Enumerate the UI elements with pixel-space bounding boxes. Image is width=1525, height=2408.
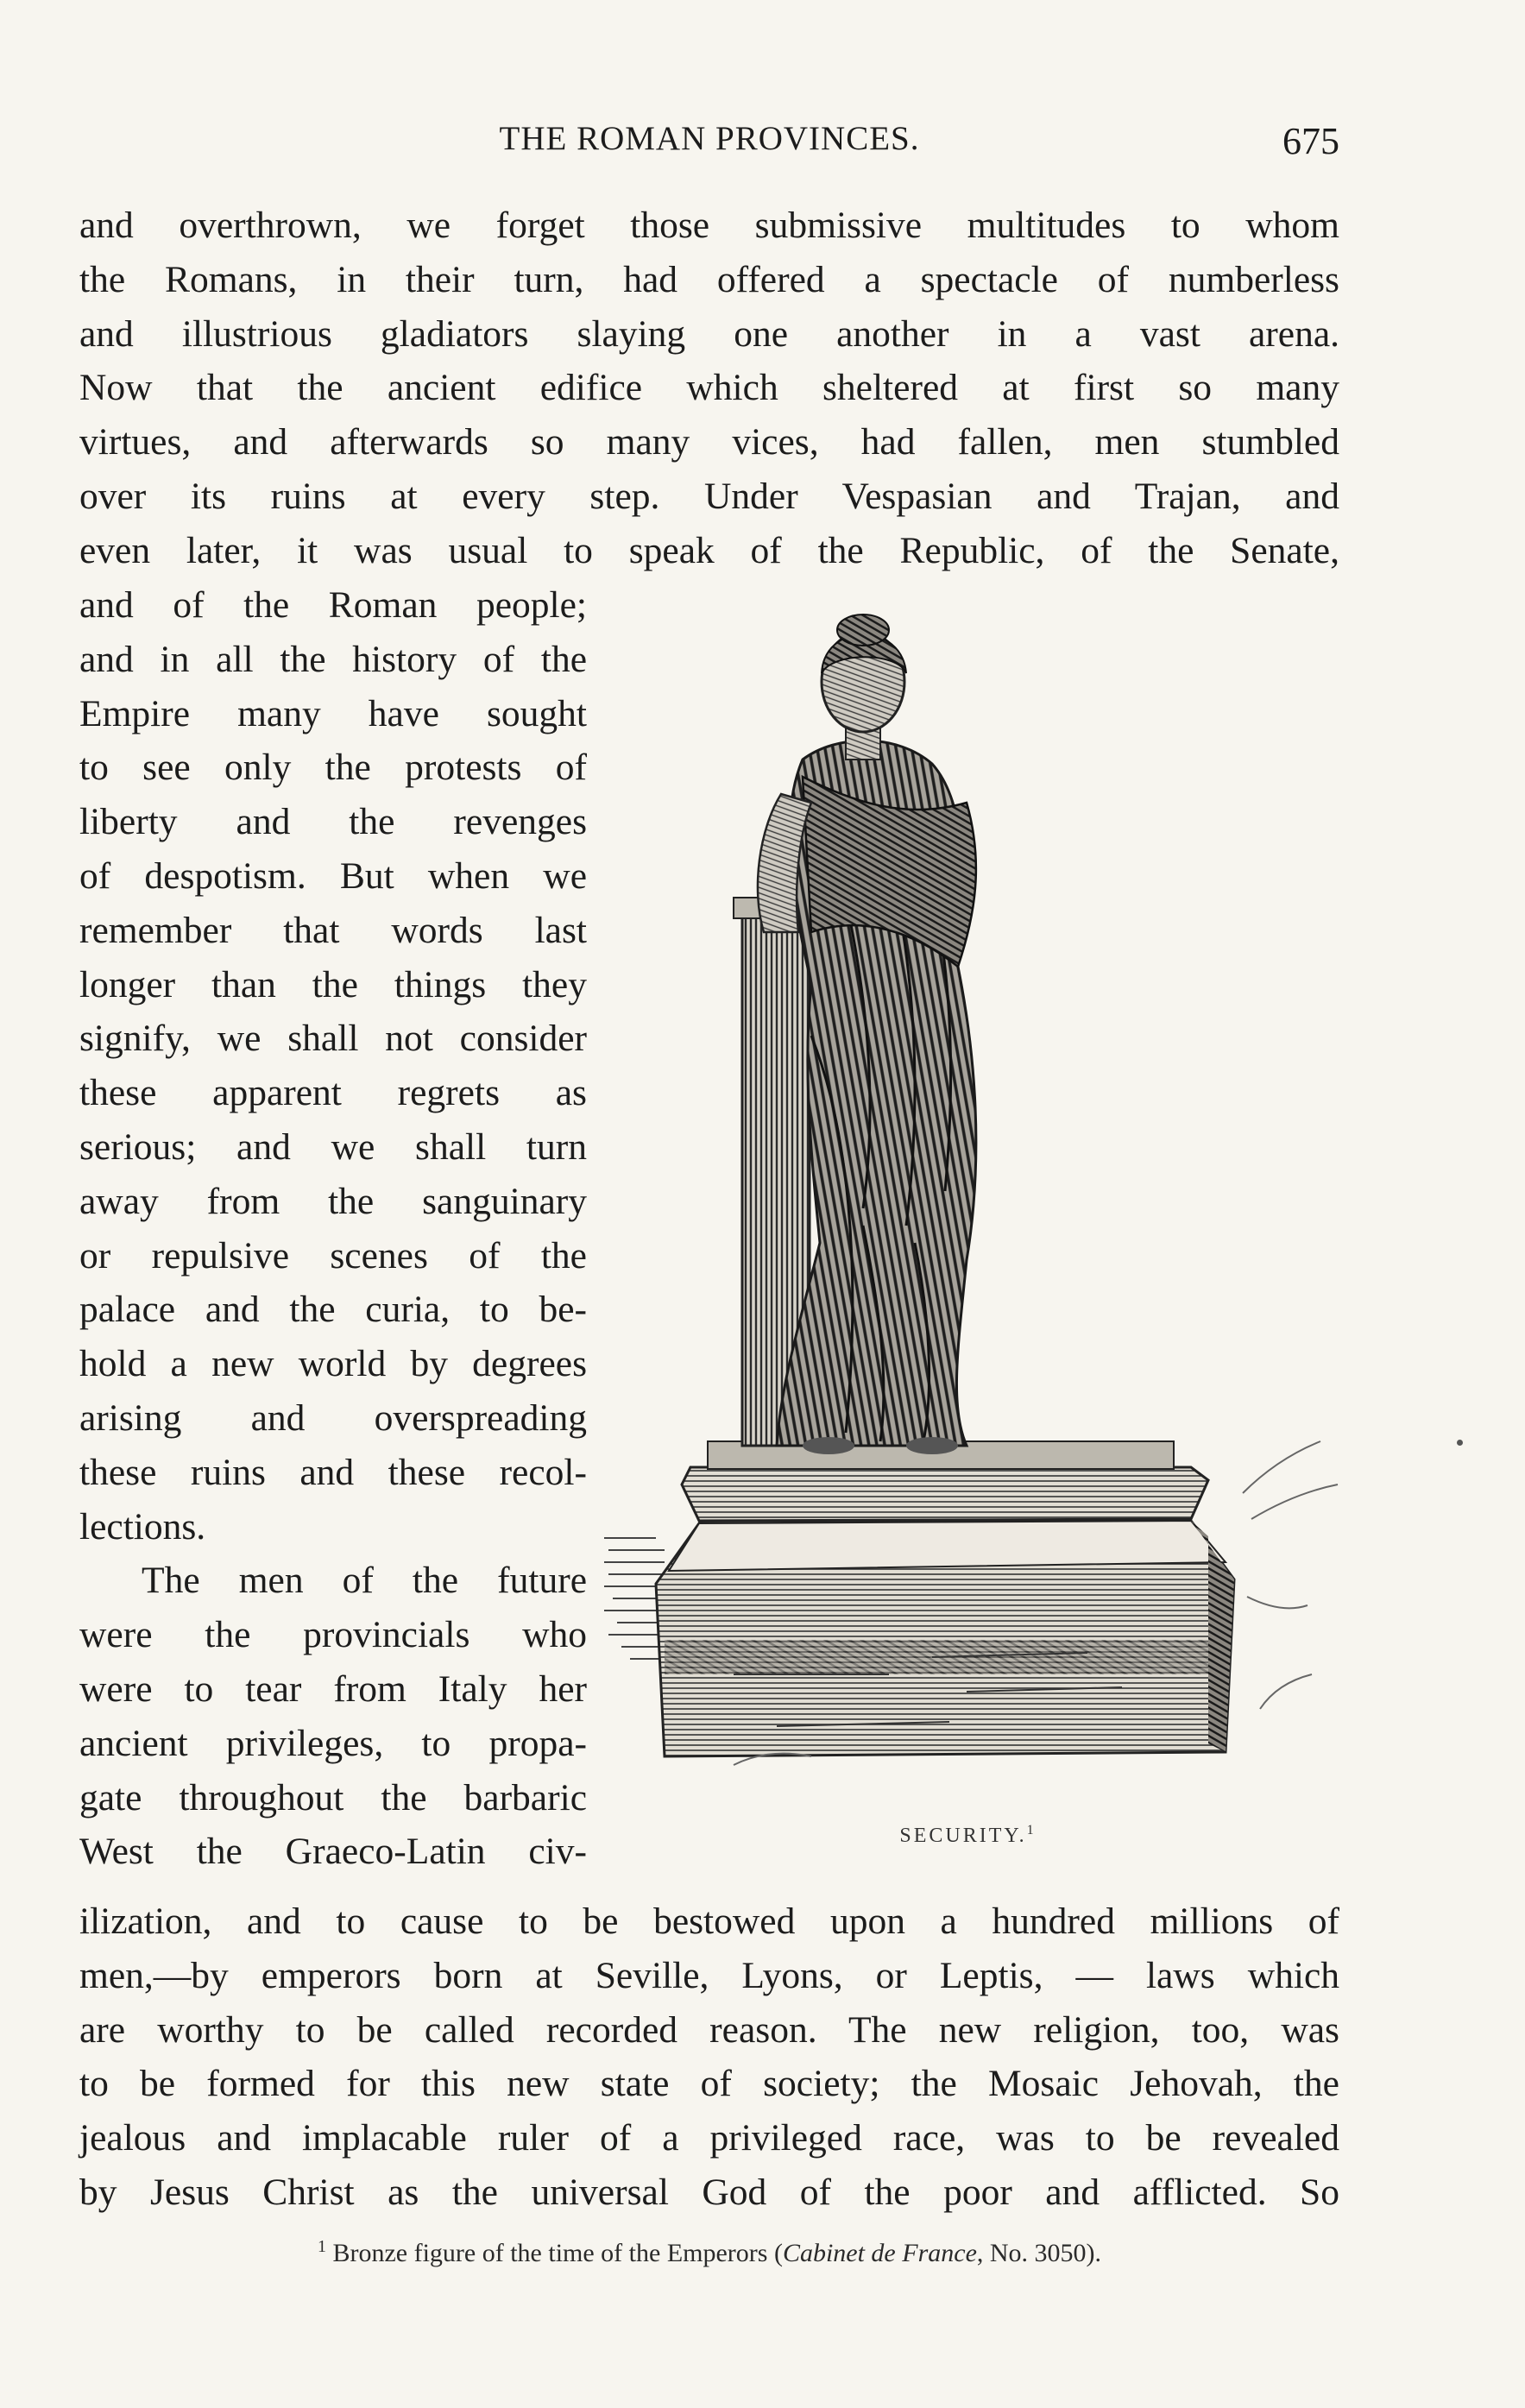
text-line: and of the Roman people; xyxy=(79,584,587,626)
text-line: West the Graeco-Latin civ- xyxy=(79,1831,587,1873)
body-text-bottom xyxy=(79,1894,1339,2220)
footnote-mark: 1 xyxy=(317,2237,326,2256)
text-line: Now that the ancient edifice which sheltered at first so many xyxy=(79,367,1339,409)
running-head xyxy=(79,119,1339,164)
figure-caption-text: SECURITY. xyxy=(899,1825,1027,1847)
text-line: and in all the history of the xyxy=(79,638,587,680)
text-line: these apparent regrets as xyxy=(79,1072,587,1114)
footnote-text: Bronze figure of the time of the Emperors ( xyxy=(332,2239,783,2267)
text-line: jealous and implacable ruler of a privileged race, was to be revealed xyxy=(79,2117,1339,2159)
text-line: and illustrious gladiators slaying one another in a vast arena. xyxy=(79,312,1339,355)
statue-engraving xyxy=(604,604,1346,1821)
text-line: men,—by emperors born at Seville, Lyons, or Leptis, — laws which xyxy=(79,1954,1339,1996)
text-line: to see only the protests of xyxy=(79,747,587,789)
text-line: remember that words last xyxy=(79,909,587,951)
plinth xyxy=(682,1467,1208,1521)
text-line: these ruins and these recol- xyxy=(79,1451,587,1493)
text-line: liberty and the revenges xyxy=(79,801,587,843)
text-line: and overthrown, we forget those submissive multitudes to whom xyxy=(79,205,1339,246)
text-line: palace and the curia, to be- xyxy=(79,1289,587,1331)
text-line: to be formed for this new state of society; the Mosaic Jehovah, the xyxy=(79,2063,1339,2105)
text-line: even later, it was usual to speak of the Republic, of the Senate, xyxy=(79,529,1339,571)
text-line: over its ruins at every step. Under Vespasian and Trajan, and xyxy=(79,475,1339,517)
running-title: THE ROMAN PROVINCES. xyxy=(499,120,920,157)
text-line: were to tear from Italy her xyxy=(79,1667,587,1710)
footnote-italic-title: Cabinet de France xyxy=(782,2239,977,2267)
text-line: by Jesus Christ as the universal God of the poor and afflicted. So xyxy=(79,2171,1339,2213)
text-line: arising and overspreading xyxy=(79,1396,587,1439)
figure-caption-note-mark: 1 xyxy=(1026,1823,1034,1838)
footnote xyxy=(79,2237,1339,2268)
footnote-text-end: , No. 3050). xyxy=(976,2239,1102,2267)
text-line: longer than the things they xyxy=(79,963,587,1005)
text-line: are worthy to be called recorded reason. The new religion, too, was xyxy=(79,2008,1339,2051)
text-line: of despotism. But when we xyxy=(79,854,587,897)
text-line: or repulsive scenes of the xyxy=(79,1234,587,1276)
text-line: away from the sanguinary xyxy=(79,1180,587,1222)
text-line: virtues, and afterwards so many vices, had fallen, men stumbled xyxy=(79,421,1339,463)
text-line: serious; and we shall turn xyxy=(79,1125,587,1168)
text-line: ilization, and to cause to be bestowed upon a hundred millions of xyxy=(79,1901,1339,1942)
text-line: hold a new world by degrees xyxy=(79,1343,587,1385)
text-line: The men of the future xyxy=(142,1560,587,1602)
body-text-left-column xyxy=(79,578,587,1879)
page-speck xyxy=(1457,1440,1463,1446)
page-number: 675 xyxy=(1282,120,1339,162)
text-line: were the provincials who xyxy=(79,1614,587,1656)
body-text-top xyxy=(79,199,1339,578)
text-line: lections. xyxy=(79,1505,206,1548)
text-line: ancient privileges, to propa- xyxy=(79,1722,587,1764)
text-line: gate throughout the barbaric xyxy=(79,1776,587,1819)
text-line: signify, we shall not consider xyxy=(79,1018,587,1060)
text-line: Empire many have sought xyxy=(79,692,587,734)
figure-caption xyxy=(811,1823,1122,1848)
text-line: the Romans, in their turn, had offered a spectacle of numberless xyxy=(79,258,1339,300)
